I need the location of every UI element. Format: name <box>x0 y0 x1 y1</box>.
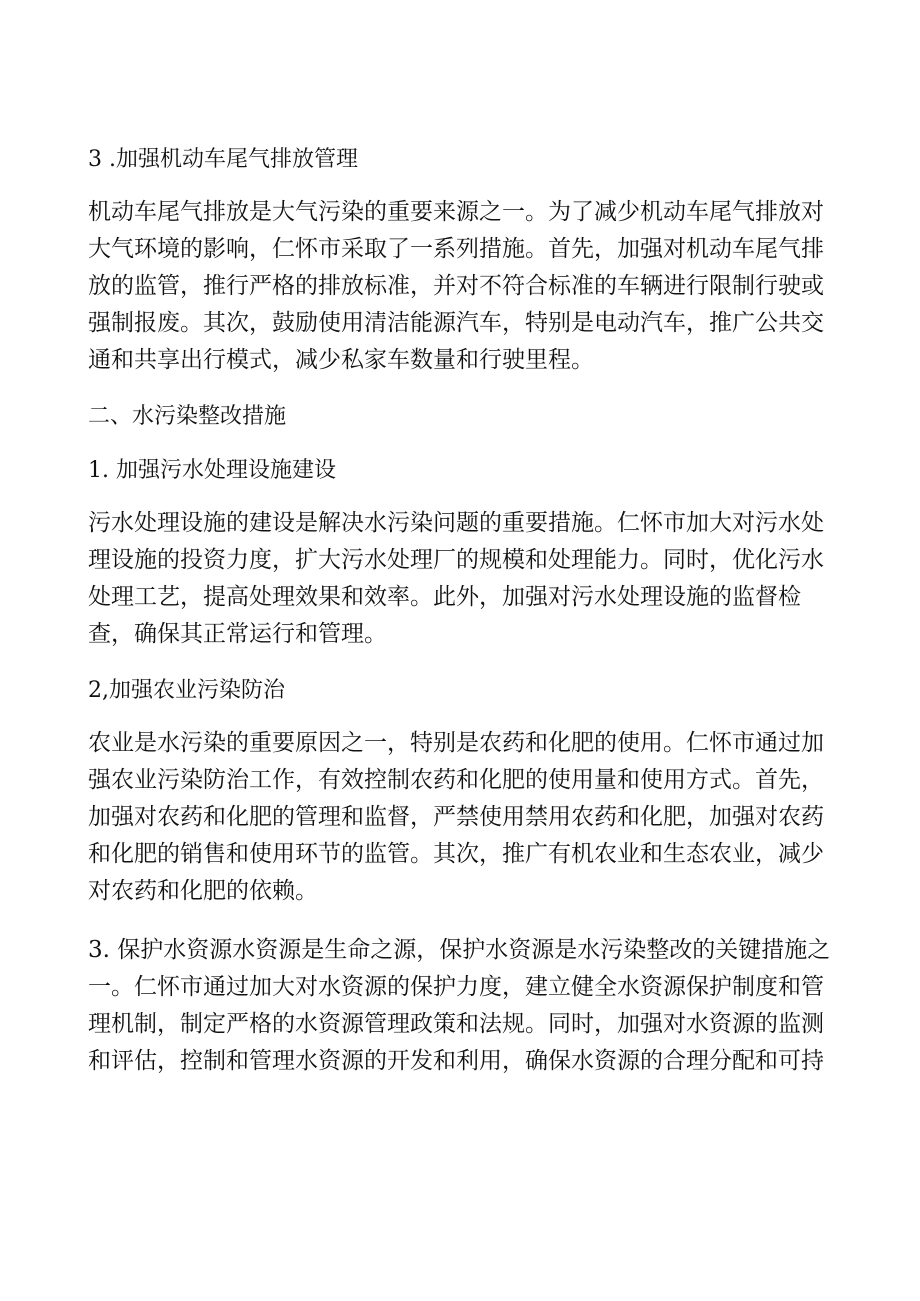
paragraph-line: 和化肥的销售和使用环节的监管。其次，推广有机农业和生态农业，减少 <box>88 841 824 867</box>
paragraph-line: 强农业污染防治工作，有效控制农药和化肥的使用量和使用方式。首先， <box>88 767 824 793</box>
paragraph-water-resources <box>88 932 832 1080</box>
heading-water-pollution: 二、水污染整改措施 <box>88 404 287 429</box>
paragraph-line: 理设施的投资力度，扩大污水处理厂的规模和处理能力。同时，优化污水 <box>88 547 824 573</box>
paragraph-line: 农业是水污染的重要原因之一，特别是农药和化肥的使用。仁怀市通过加 <box>88 730 824 756</box>
paragraph-line: 和评估，控制和管理水资源的开发和利用，确保水资源的合理分配和可持 <box>88 1048 824 1074</box>
paragraph-line: 通和共享出行模式，减少私家车数量和行驶里程。 <box>88 347 594 373</box>
paragraph-line: 放的监管，推行严格的排放标准，并对不符合标准的车辆进行限制行驶或 <box>88 273 824 299</box>
heading-sewage-facilities: 1. 加强污水处理设施建设 <box>88 458 336 483</box>
paragraph-line: 大气环境的影响，仁怀市采取了一系列措施。首先，加强对机动车尾气排 <box>88 236 824 262</box>
paragraph-line: 污水处理设施的建设是解决水污染问题的重要措施。仁怀市加大对污水处 <box>88 510 824 536</box>
document-body <box>88 140 832 1092</box>
paragraph-line: 3. 保护水资源水资源是生命之源，保护水资源是水污染整改的关键措施之 <box>88 937 831 963</box>
paragraph-line: 加强对农药和化肥的管理和监督，严禁使用禁用农药和化肥，加强对农药 <box>88 804 824 830</box>
paragraph-line: 查，确保其正常运行和管理。 <box>88 621 387 647</box>
paragraph-line: 机动车尾气排放是大气污染的重要来源之一。为了减少机动车尾气排放对 <box>88 199 824 225</box>
paragraph-line: 处理工艺，提高处理效果和效率。此外，加强对污水处理设施的监督检 <box>88 584 801 610</box>
paragraph-line: 理机制，制定严格的水资源管理政策和法规。同时，加强对水资源的监测 <box>88 1011 824 1037</box>
heading-agricultural-pollution: 2,加强农业污染防治 <box>88 678 285 703</box>
paragraph-sewage-facilities <box>88 505 832 653</box>
paragraph-line: 一。仁怀市通过加大对水资源的保护力度，建立健全水资源保护制度和管 <box>88 974 824 1000</box>
paragraph-vehicle-emissions <box>88 194 832 379</box>
paragraph-line: 对农药和化肥的依赖。 <box>88 878 318 904</box>
heading-vehicle-emissions: 3 .加强机动车尾气排放管理 <box>88 147 358 172</box>
paragraph-line: 强制报废。其次，鼓励使用清洁能源汽车，特别是电动汽车，推广公共交 <box>88 310 824 336</box>
paragraph-agricultural-pollution <box>88 725 832 910</box>
